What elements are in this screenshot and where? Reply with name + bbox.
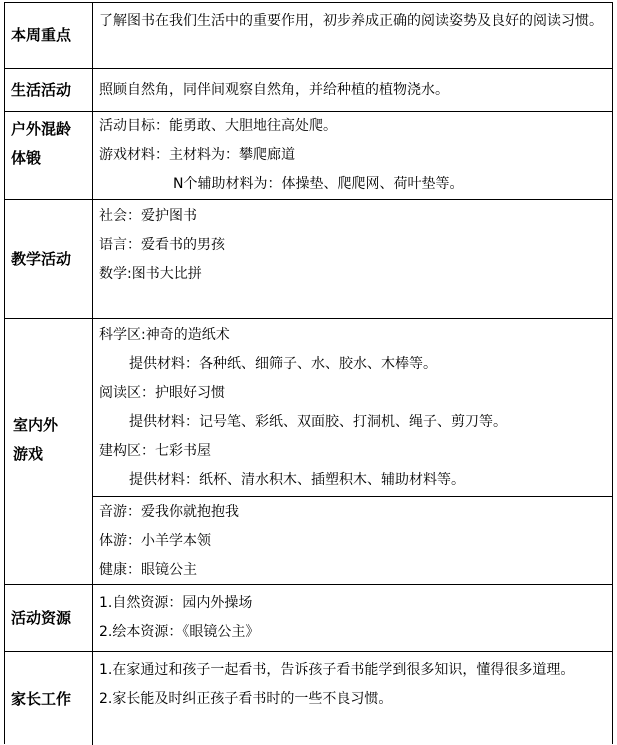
resources-content [99, 589, 606, 647]
row-games [5, 319, 612, 585]
games-outdoor [99, 498, 606, 585]
games-indoor [99, 321, 606, 495]
teaching-item: 语言：爱看书的男孩 [99, 237, 225, 253]
games-divider [93, 496, 612, 497]
area-material: 提供材料：记号笔、彩纸、双面胶、打洞机、绳子、剪刀等。 [129, 414, 507, 430]
area-name: 科学区:神奇的造纸术 [99, 327, 230, 343]
outdoor-content [99, 112, 606, 199]
outdoor-game: 健康：眼镜公主 [99, 562, 197, 578]
outdoor-aux: N个辅助材料为：体操垫、爬爬网、荷叶垫等。 [173, 176, 464, 192]
parents-item: 2.家长能及时纠正孩子看书时的一些不良习惯。 [99, 691, 393, 707]
focus-text: 了解图书在我们生活中的重要作用，初步养成正确的阅读姿势及良好的阅读习惯。 [99, 13, 603, 29]
row-label: 室内外 游戏 [13, 416, 59, 463]
row-label: 户外混龄 体锻 [11, 120, 72, 167]
area-material: 提供材料：纸杯、清水积木、插塑积木、辅助材料等。 [129, 472, 465, 488]
teaching-content [99, 202, 606, 289]
outdoor-material: 游戏材料：主材料为：攀爬廊道 [99, 147, 295, 163]
row-label: 教学活动 [11, 250, 72, 268]
parents-item: 1.在家通过和孩子一起看书，告诉孩子看书能学到很多知识，懂得很多道理。 [99, 662, 575, 678]
resource-item: 1.自然资源：园内外操场 [99, 595, 253, 611]
life-line: 照顾自然角，同伴间观察自然角，并给种植的植物浇水。 [99, 82, 449, 98]
row-resources [5, 585, 612, 652]
row-label: 家长工作 [11, 690, 72, 708]
parents-content [99, 656, 606, 714]
area-name: 阅读区：护眼好习惯 [99, 385, 225, 401]
row-label: 本周重点 [11, 26, 72, 44]
teaching-item: 社会：爱护图书 [99, 208, 197, 224]
outdoor-game: 音游：爱我你就抱抱我 [99, 504, 239, 520]
resource-item: 2.绘本资源：《眼镜公主》 [99, 624, 260, 640]
outdoor-goal: 活动目标：能勇敢、大胆地往高处爬。 [99, 118, 337, 134]
row-outdoor [5, 112, 612, 200]
life-text [99, 76, 606, 105]
area-material: 提供材料：各种纸、细筛子、水、胶水、木棒等。 [129, 356, 437, 372]
row-teaching [5, 200, 612, 319]
teaching-item: 数学:图书大比拼 [99, 266, 202, 282]
outdoor-game: 体游：小羊学本领 [99, 533, 211, 549]
row-label: 生活活动 [11, 81, 72, 99]
row-focus [5, 3, 612, 69]
row-label: 活动资源 [11, 609, 72, 627]
row-parents [5, 652, 612, 745]
area-name: 建构区：七彩书屋 [99, 443, 211, 459]
row-life [5, 69, 612, 112]
plan-table [4, 2, 613, 744]
